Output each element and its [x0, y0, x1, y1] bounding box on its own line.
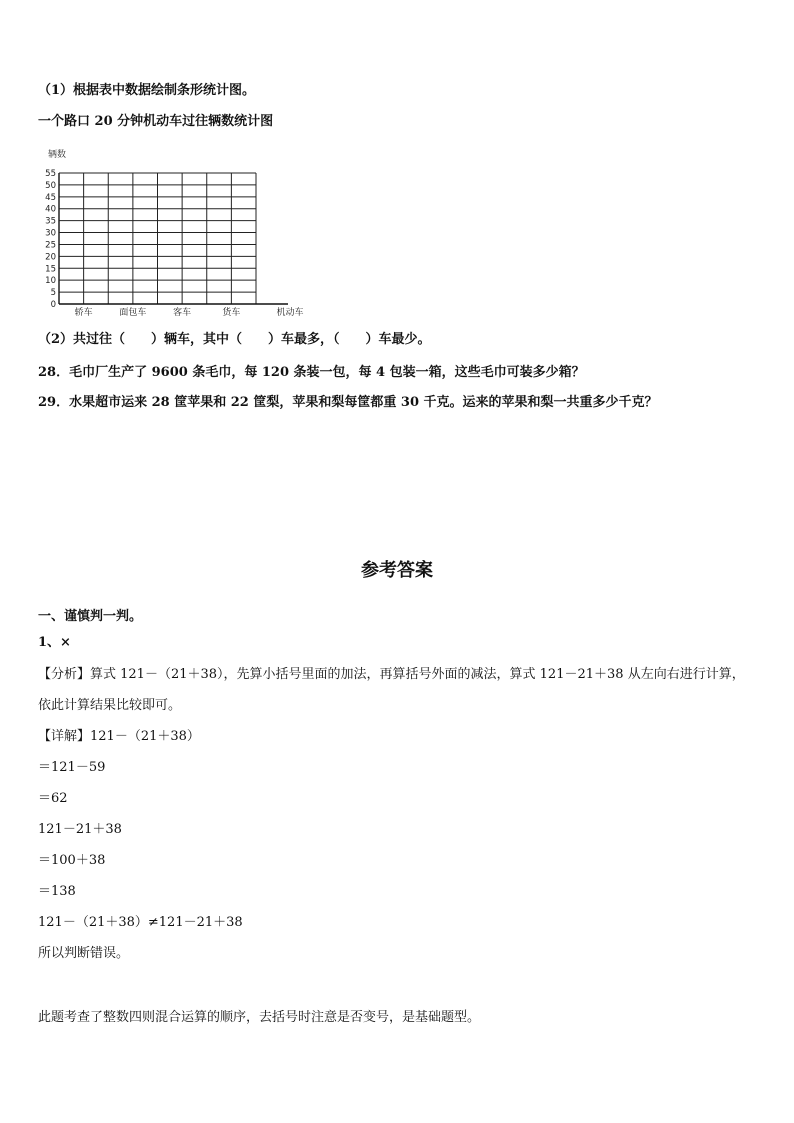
- x-axis-label: 机动车: [276, 308, 304, 318]
- q27-part2: （2）共过往（ ）辆车，其中（ ）车最多，（ ）车最少。: [38, 332, 431, 347]
- analysis-line-2: 依此计算结果比较即可。: [38, 698, 182, 713]
- q29: 29．水果超市运来 28 筐苹果和 22 筐梨，苹果和梨每筐都重 30 千克。运来的苹果和梨一共重多少千克？: [38, 395, 658, 410]
- x-tick-label: 轿车: [74, 308, 93, 318]
- answer-section-heading: 一、谨慎判一判。: [38, 609, 143, 624]
- comment: 此题考查了整数四则混合运算的顺序，去括号时注意是否变号，是基础题型。: [38, 1010, 481, 1025]
- q28: 28．毛巾厂生产了 9600 条毛巾，每 120 条装一包，每 4 包装一箱，这些毛巾可装多少箱？: [38, 365, 585, 380]
- detail-heading: 【详解】121－（21＋38）: [38, 729, 200, 744]
- y-tick-label: 0: [50, 300, 56, 310]
- x-tick-label: 货车: [222, 308, 241, 318]
- y-tick-label: 20: [45, 252, 56, 263]
- y-tick-label: 10: [45, 276, 56, 287]
- conclusion: 所以判断错误。: [38, 946, 130, 961]
- y-tick-label: 25: [45, 240, 56, 251]
- q27-part1: （1）根据表中数据绘制条形统计图。: [38, 83, 256, 98]
- chart-caption: 一个路口 20 分钟机动车过往辆数统计图: [38, 114, 274, 129]
- step-2: ＝62: [38, 791, 68, 806]
- y-tick-label: 15: [45, 264, 56, 275]
- y-tick-label: 5: [50, 288, 56, 299]
- x-tick-label: 面包车: [119, 308, 147, 318]
- y-tick-label: 35: [45, 216, 56, 227]
- y-tick-label: 30: [45, 228, 56, 239]
- y-axis-label: 辆数: [48, 150, 67, 160]
- y-tick-label: 45: [45, 192, 56, 203]
- answer-item-1: 1、×: [38, 635, 71, 650]
- empty-bar-chart-grid: [28, 143, 308, 318]
- analysis-line-1: 【分析】算式 121－（21＋38），先算小括号里面的加法，再算括号外面的减法，算式 121－21＋38 从左向右进行计算，: [38, 667, 745, 682]
- y-tick-label: 40: [45, 204, 56, 215]
- x-tick-label: 客车: [173, 308, 192, 318]
- step-6: 121－（21＋38）≠121－21＋38: [38, 915, 243, 930]
- answer-title: 参考答案: [361, 560, 433, 581]
- y-tick-label: 50: [45, 180, 56, 191]
- step-1: ＝121－59: [38, 760, 106, 775]
- step-3: 121－21＋38: [38, 822, 122, 837]
- y-tick-label: 55: [45, 169, 56, 179]
- step-5: ＝138: [38, 884, 76, 899]
- step-4: ＝100＋38: [38, 853, 106, 868]
